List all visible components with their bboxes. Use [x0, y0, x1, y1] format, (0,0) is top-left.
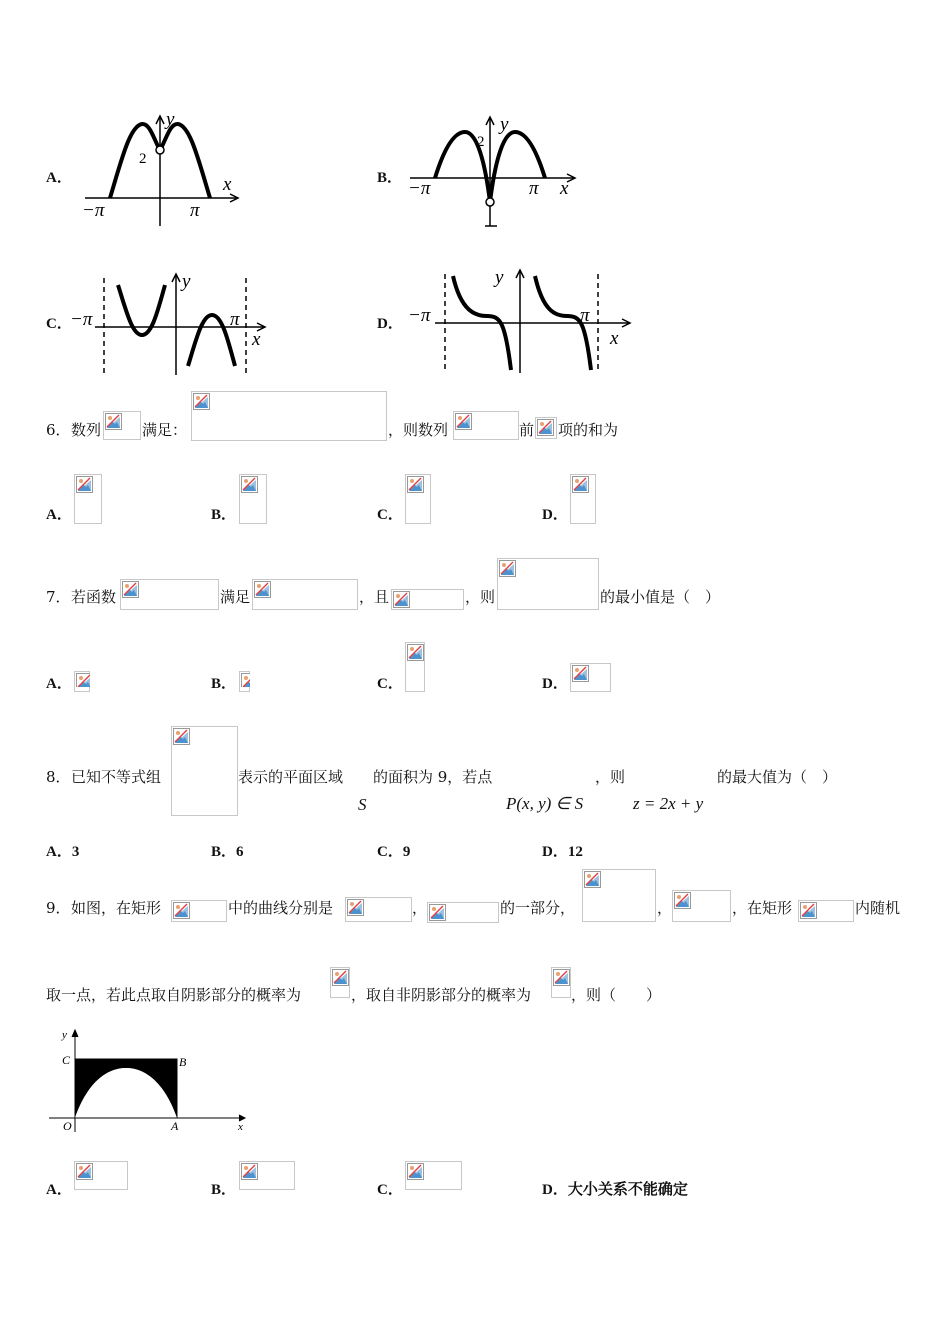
broken-image-icon [584, 871, 601, 888]
graph-c [70, 270, 270, 378]
q8-option-d: D．12 [542, 844, 583, 860]
broken-image-icon [572, 665, 589, 682]
q7-number: 7． [46, 588, 71, 606]
q9-line2-a: 取一点，若此点取自阴影部分的概率为 [46, 986, 302, 1004]
q9-fig-x: x [238, 1121, 243, 1133]
broken-image-icon [193, 393, 210, 410]
q7-formula-expr [497, 558, 599, 610]
q8-formula-system [171, 726, 238, 816]
q9-text-4: 的一部分， [500, 899, 576, 917]
graph-d-y: y [495, 267, 504, 288]
graph-a-negpi: −π [82, 200, 105, 221]
option-b-label: B． [377, 170, 403, 186]
q7-text-2: 满足 [220, 588, 251, 606]
q8-text-4: ，则 [595, 768, 626, 786]
graph-a-two: 2 [139, 151, 147, 167]
q8-option-b: B．6 [211, 844, 244, 860]
q7-option-c-label: C． [377, 676, 403, 692]
q7-option-a-formula [74, 671, 90, 692]
q7-text-4: ，则 [465, 588, 496, 606]
q8-text-2: 表示的平面区域 [238, 768, 344, 786]
broken-image-icon [455, 413, 472, 430]
broken-image-icon [241, 476, 258, 493]
q8-text-3: 的面积为 9，若点 [373, 768, 493, 786]
q6-formula-seq [453, 411, 519, 440]
q9-fig-c: C [62, 1053, 71, 1067]
q7-option-d-label: D． [542, 676, 568, 692]
q7-option-d-formula [570, 663, 611, 692]
broken-image-icon [407, 476, 424, 493]
graph-d-negpi: −π [408, 305, 431, 326]
q7-option-a-label: A． [46, 676, 72, 692]
broken-image-icon [572, 476, 589, 493]
q7-option-b-formula [239, 671, 250, 692]
broken-image-icon [122, 581, 139, 598]
option-d-label: D． [377, 316, 403, 332]
q9-option-b-label: B． [211, 1182, 237, 1198]
broken-image-icon [407, 644, 424, 661]
graph-c-x: x [252, 329, 261, 350]
graph-b-two: 2 [477, 134, 485, 150]
graph-b-y: y [500, 114, 509, 135]
broken-image-icon [241, 1163, 258, 1180]
q6-option-d-label: D． [542, 507, 568, 523]
q6-text-1: 数列 [71, 421, 102, 439]
broken-image-icon [537, 419, 554, 436]
broken-image-icon [332, 969, 349, 986]
option-c-label: C． [46, 316, 72, 332]
graph-d-pi: π [580, 305, 590, 326]
graph-c-negpi: −π [70, 309, 93, 330]
broken-image-icon [241, 673, 250, 687]
broken-image-icon [173, 902, 190, 919]
option-a-label: A． [46, 170, 72, 186]
q7-text-1: 若函数 [71, 588, 117, 606]
broken-image-icon [76, 476, 93, 493]
graph-a-x: x [223, 174, 232, 195]
graph-b [405, 112, 585, 230]
q9-text-7: 内随机 [855, 899, 901, 917]
graph-b-negpi: −π [408, 178, 431, 199]
broken-image-icon [499, 560, 516, 577]
q6-text-4: 前 [519, 421, 535, 439]
q8-number: 8． [46, 768, 71, 786]
q7-formula-condition [252, 579, 358, 610]
q8-option-c: C．9 [377, 844, 411, 860]
q9-formula-rect [171, 900, 227, 922]
broken-image-icon [407, 1163, 424, 1180]
q9-text-6: ，在矩形 [732, 899, 793, 917]
q6-option-d-formula [570, 474, 596, 524]
q6-option-b-label: B． [211, 507, 237, 523]
q9-text-5: ， [657, 899, 673, 917]
q7-option-b-label: B． [211, 676, 237, 692]
q9-fig-a: A [171, 1119, 179, 1133]
q9-formula-rect-2 [798, 900, 854, 922]
q9-line2-b: ，取自非阴影部分的概率为 [351, 986, 532, 1004]
q9-option-a-label: A． [46, 1182, 72, 1198]
q9-text-3: ， [412, 899, 428, 917]
broken-image-icon [800, 902, 817, 919]
q9-formula-curve1 [345, 897, 412, 922]
q9-option-c-label: C． [377, 1182, 403, 1198]
q7-formula-and [391, 589, 464, 610]
broken-image-icon [254, 581, 271, 598]
q9-fig-b: B [179, 1055, 187, 1069]
broken-image-icon [429, 904, 446, 921]
q9-option-b-formula [239, 1161, 295, 1190]
q6-text-5: 项的和为 [558, 421, 619, 439]
q6-option-a-label: A． [46, 507, 72, 523]
q9-text-1: 如图，在矩形 [71, 899, 162, 917]
q6-formula-an [103, 411, 141, 440]
q9-option-d: D．大小关系不能确定 [542, 1182, 688, 1198]
graph-b-x: x [560, 178, 569, 199]
q6-option-b-formula [239, 474, 267, 524]
q6-option-c-label: C． [377, 507, 403, 523]
graph-a-y: y [166, 109, 175, 130]
q6-text-3: ，则数列 [388, 421, 449, 439]
q9-text-2: 中的曲线分别是 [228, 899, 334, 917]
q8-math-p: P(x, y) ∈ S [506, 794, 584, 813]
q6-option-c-formula [405, 474, 431, 524]
q6-number: 6． [46, 421, 71, 439]
q9-formula-p2 [551, 967, 571, 998]
q6-formula-condition [191, 391, 387, 441]
q6-text-2: 满足： [142, 421, 188, 439]
graph-d-x: x [610, 328, 619, 349]
graph-a [80, 108, 245, 230]
q9-number: 9． [46, 899, 71, 917]
graph-a-pi: π [190, 200, 200, 221]
q9-fig-y: y [62, 1029, 67, 1041]
q7-text-5: 的最小值是（ ） [600, 588, 721, 606]
q8-option-a: A．3 [46, 844, 80, 860]
q9-formula-p1 [330, 967, 350, 998]
q7-formula-f [120, 579, 219, 610]
q9-option-c-formula [405, 1161, 462, 1190]
broken-image-icon [76, 673, 90, 687]
q9-figure [44, 1026, 254, 1136]
q8-text-5: 的最大值为（ ） [717, 768, 838, 786]
graph-c-pi: π [230, 309, 240, 330]
broken-image-icon [105, 413, 122, 430]
graph-d [405, 266, 635, 376]
broken-image-icon [674, 892, 691, 909]
q9-formula-curve2 [427, 902, 499, 923]
q8-text-1: 已知不等式组 [71, 768, 162, 786]
q9-formula-4 [672, 890, 731, 922]
q9-line2-c: ，则（ ） [571, 986, 662, 1004]
broken-image-icon [347, 899, 364, 916]
q8-math-s: S [358, 795, 367, 814]
q8-math-z: z = 2x + y [633, 794, 704, 813]
q7-text-3: ，且 [359, 588, 390, 606]
q6-option-a-formula [74, 474, 102, 524]
q9-option-a-formula [74, 1161, 128, 1190]
q9-fig-o: O [63, 1119, 72, 1133]
broken-image-icon [393, 591, 410, 608]
broken-image-icon [553, 969, 570, 986]
graph-c-y: y [182, 271, 191, 292]
broken-image-icon [76, 1163, 93, 1180]
q6-formula-n [535, 417, 557, 439]
broken-image-icon [173, 728, 190, 745]
q9-formula-3 [582, 869, 656, 922]
graph-b-pi: π [529, 178, 539, 199]
q7-option-c-formula [405, 642, 425, 692]
